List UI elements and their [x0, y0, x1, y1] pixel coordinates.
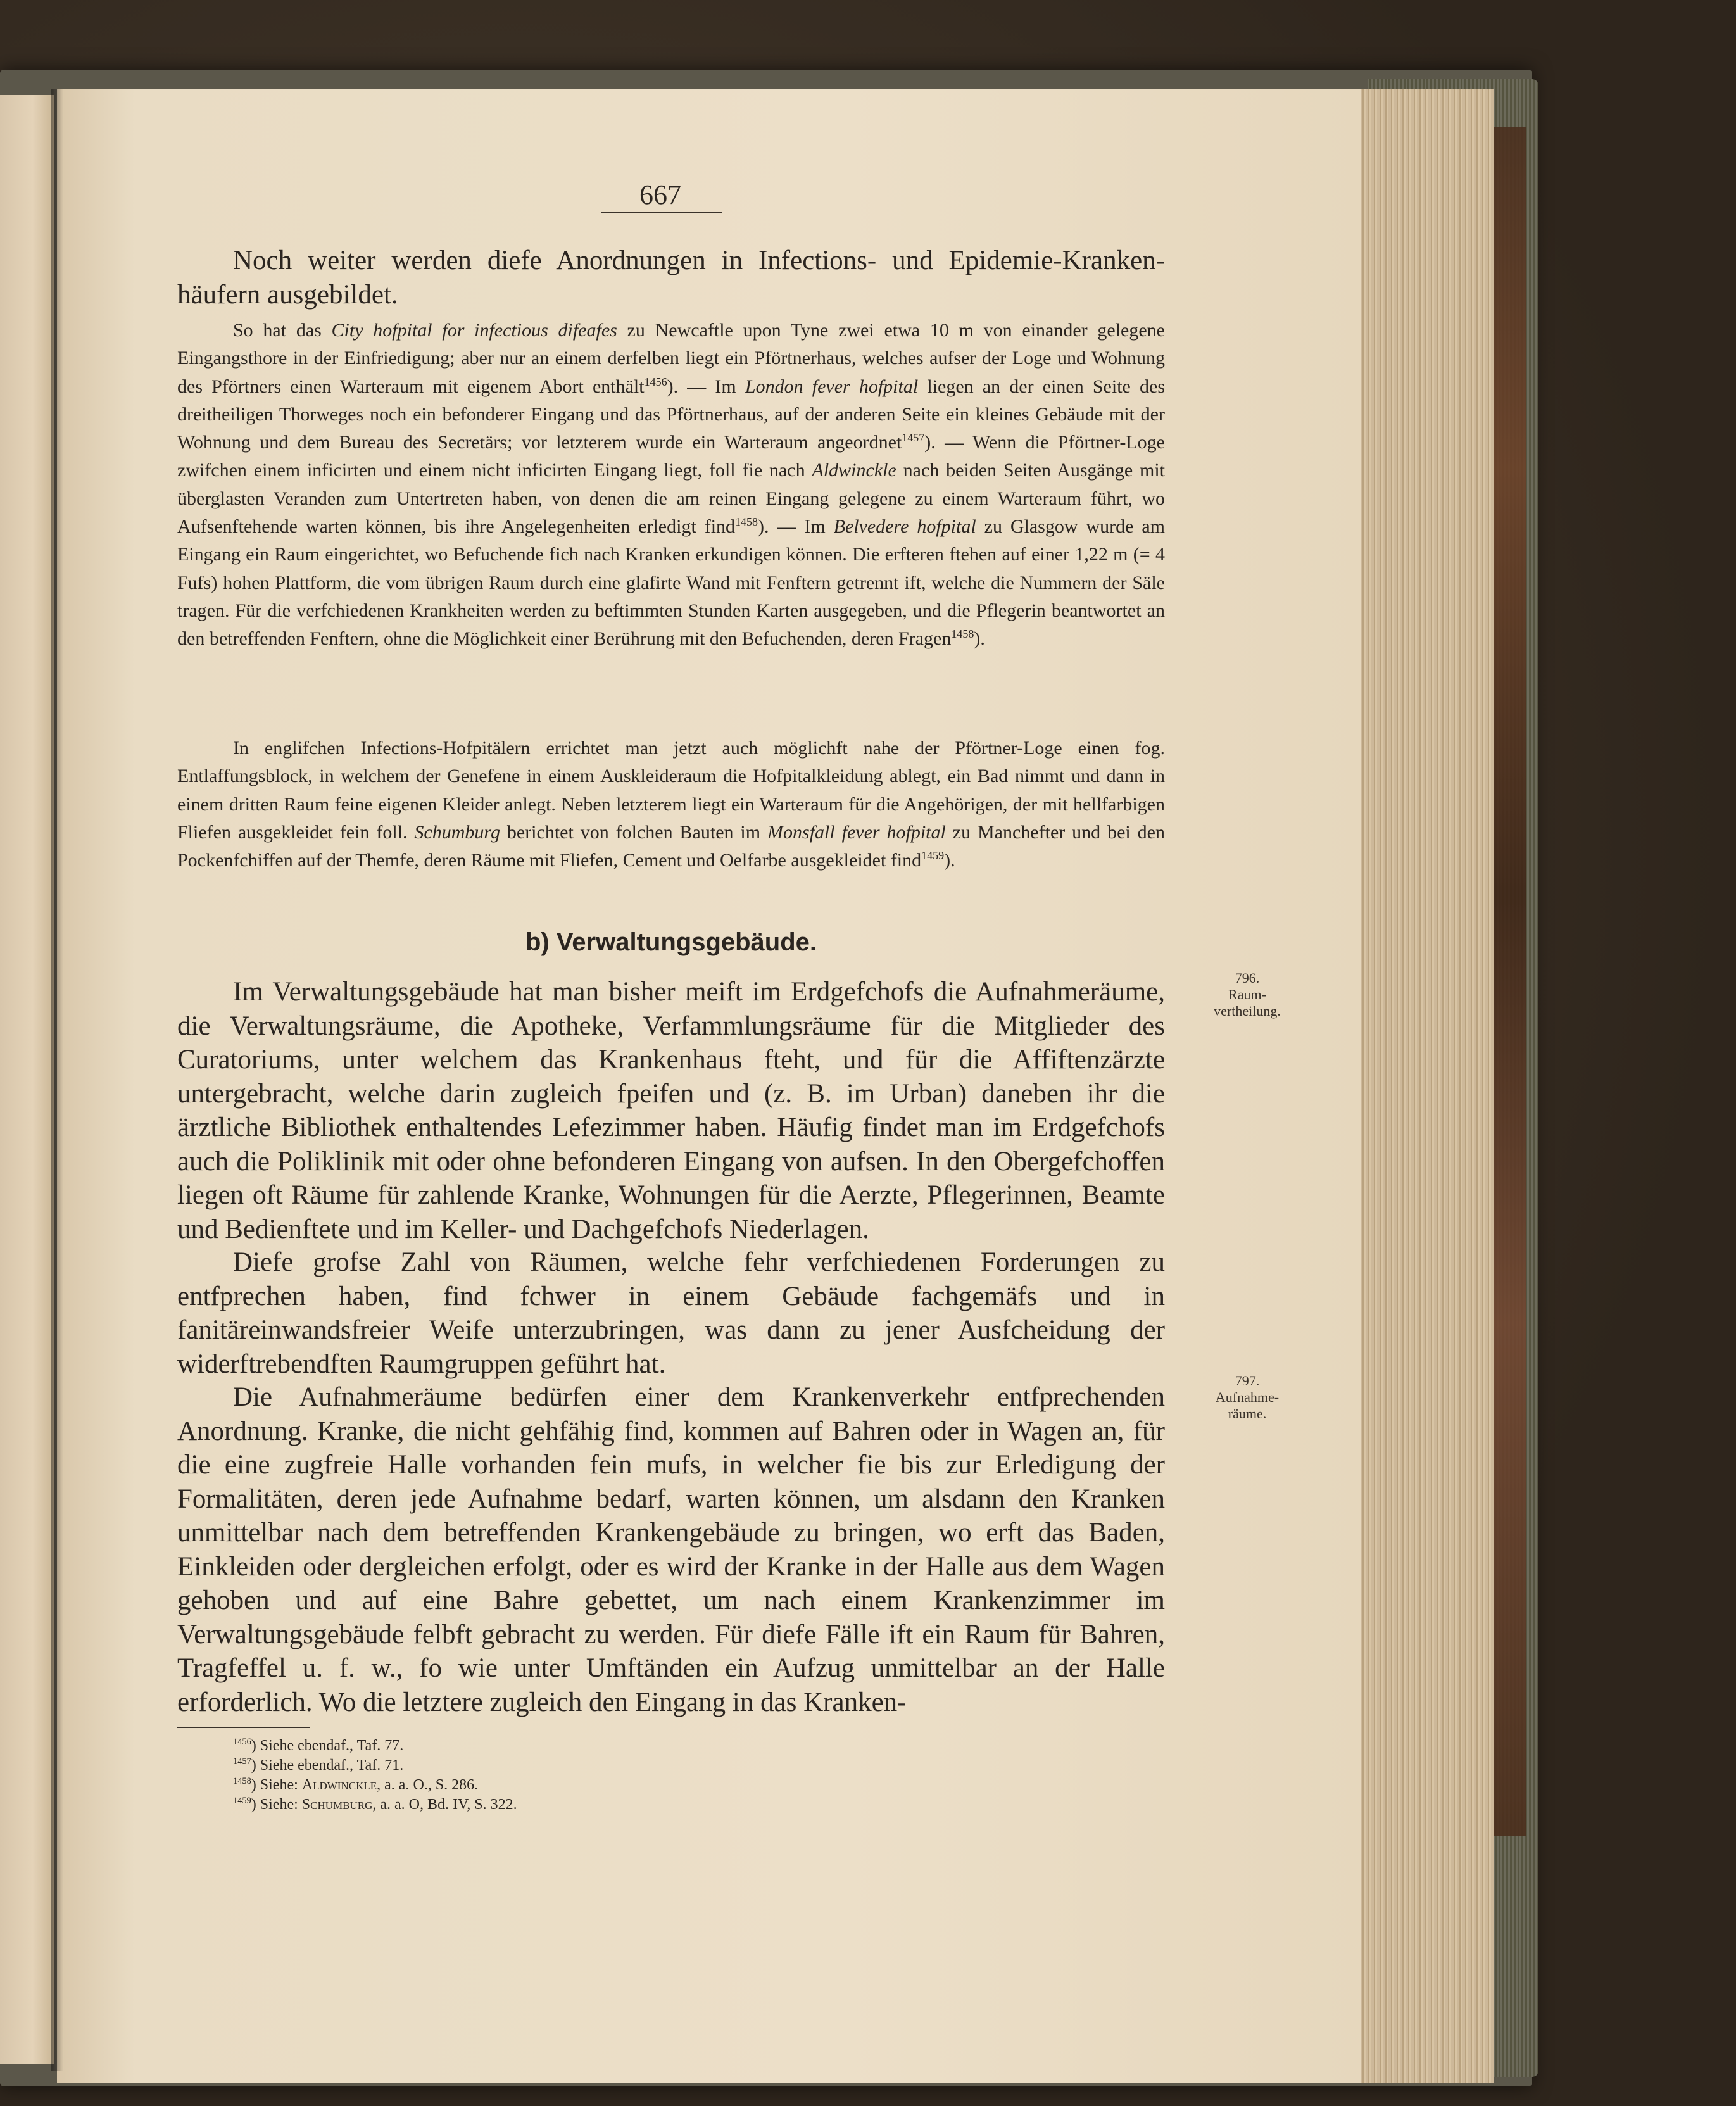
left-page-edge: [0, 95, 54, 2064]
footnote-1456: $^{1456}$) Siehe ebendaf., Taf. 77.: [233, 1737, 404, 1754]
footnote-rule: [177, 1727, 310, 1728]
footnote-1458: $^{1458}$) Siehe: Aldwinckle, a. a. O., S. 286.: [233, 1776, 479, 1793]
page-stack: [1349, 89, 1494, 2083]
margin-note-796: 796. Raum- vertheilung.: [1214, 970, 1281, 1019]
main-paragraph-1: Im Verwaltungsgebäude hat man bisher meift im Erdgefchofs die Aufnahmeräume, die Verwaltungsräume, die Apotheke, Verfammlungsräume für die Mitglieder des Curatoriums, unter welchem das Krankenhaus fteht, und für die Affiftenzärzte untergebracht, welche darin zugleich fpeifen und (z. B. im Urban) daneben ihr die ärztliche Bibliothek enthaltendes Lefezimmer haben. Häufig findet man im Erdgefchofs auch die Poliklinik mit oder ohne befonderen Eingang von aufsen. In den Obergefchoffen liegen oft Räume für zahlende Kranke, Wohnungen für die Aerzte, Pflegerinnen, Beamte und Bedienftete und im Keller- und Dachgefchofs Niederlagen.: [177, 977, 1165, 1244]
spine-shadow: [51, 89, 63, 2071]
footnote-1459: $^{1459}$) Siehe: Schumburg, a. a. O, Bd. IV, S. 322.: [233, 1796, 517, 1813]
page-number: 667: [639, 179, 681, 210]
small-paragraph-1: So hat das City hofpital for infectious difeafes zu Newcaftle upon Tyne zwei etwa 10 m von einander gelegene Eingangsthore in der Einfriedigung; aber nur an einem derfelben liegt ein Pförtnerhaus, welches aufser der Loge und Wohnung des Pförtners einen Warteraum mit eigenem Abort enthält$^{1456}$). — Im London fever hofpital liegen an der einen Seite des dreitheiligen Thorweges noch ein befonderer Eingang und das Pförtnerhaus, auf der anderen Seite ein kleines Gebäude mit der Wohnung und dem Bureau des Secretärs; vor letzterem wurde ein Warteraum angeordnet$^{1457}$). — Wenn die Pförtner-Loge zwifchen einem inficirten und einem nicht inficirten Eingang liegt, foll fie nach Aldwinckle nach beiden Seiten Ausgänge mit überglasten Veranden zum Untertreten haben, von denen die am reinen Eingang gelegene zu einem Warteraum führt, wo Aufsenftehende warten können, bis ihre Angelegenheiten erledigt find$^{1458}$). — Im Belvedere hofpital zu Glasgow wurde am Eingang ein Raum eingerichtet, wo Befuchende fich nach Kranken erkundigen können. Die erfteren ftehen auf einer 1,22 m (= 4 Fufs) hohen Plattform, die vom übrigen Raum durch eine glafirte Wand mit Fenftern getrennt ift, welche die Nummern der Säle tragen. Für die verfchiedenen Krankheiten werden zu beftimmten Stunden Karten ausgegeben, und die Pflegerin beantwortet an den betreffenden Fenftern, ohne die Möglichkeit einer Berührung mit den Befuchenden, deren Fragen$^{1458}$).: [177, 320, 1166, 650]
margin-note-797: 797. Aufnahme- räume.: [1215, 1373, 1280, 1422]
main-paragraph-2: Diefe grofse Zahl von Räumen, welche fehr verfchiedenen Forderungen zu entfprechen haben, find fchwer in einem Gebäude fachgemäfs und in fanitäreinwandsfreier Weife unterzubringen, was dann zu jener Ausfcheidung der widerftrebendften Raumgruppen geführt hat.: [177, 1247, 1165, 1379]
footnotes: [233, 1736, 517, 1815]
footnote-1457: $^{1457}$) Siehe ebendaf., Taf. 71.: [233, 1756, 404, 1774]
intro-paragraph: [177, 244, 1165, 312]
section-heading: b) Verwaltungsgebäude.: [525, 928, 817, 956]
intro-line-2: häufern ausgebildet.: [177, 279, 398, 310]
intro-line-1: Noch weiter werden diefe Anordnungen in Infections- und Epidemie-Kranken-: [233, 246, 1165, 275]
page-number-rule: [601, 212, 722, 213]
small-paragraph-2: In englifchen Infections-Hofpitälern errichtet man jetzt auch möglichft nahe der Pförtner-Loge einen fog. Entlaffungsblock, in welchem der Genefene in einem Auskleideraum die Hofpitalkleidung ablegt, ein Bad nimmt und dann in einem dritten Raum feine eigenen Kleider anlegt. Neben letzterem liegt ein Warteraum für die Angehörigen, der mit hellfarbigen Fliefen ausgekleidet fein foll. Schumburg berichtet von folchen Bauten im Monsfall fever hofpital zu Manchefter und bei den Pockenfchiffen auf der Themfe, deren Räume mit Fliefen, Cement und Oelfarbe ausgekleidet find$^{1459}$).: [177, 738, 1165, 871]
main-paragraph-3: Die Aufnahmeräume bedürfen einer dem Krankenverkehr entfprechenden Anordnung. Kranke, die nicht gehfähig find, kommen auf Bahren oder in Wagen an, für die eine zugfreie Halle vorhanden fein mufs, in welcher fie bis zur Erledigung der Formalitäten, deren jede Aufnahme bedarf, warten können, um alsdann den Kranken unmittelbar nach dem betreffenden Krankengebäude zu bringen, wo erft das Baden, Einkleiden oder dergleichen erfolgt, oder es wird der Kranke in der Halle aus dem Wagen gehoben und auf eine Bahre gebettet, um nach einem Krankenzimmer im Verwaltungsgebäude felbft gebracht zu werden. Für diefe Fälle ift ein Raum für Bahren, Tragfeffel u. f. w., fo wie unter Umftänden ein Aufzug unmittelbar an der Halle erforderlich. Wo die letztere zugleich den Eingang in das Kranken-: [177, 1382, 1165, 1717]
